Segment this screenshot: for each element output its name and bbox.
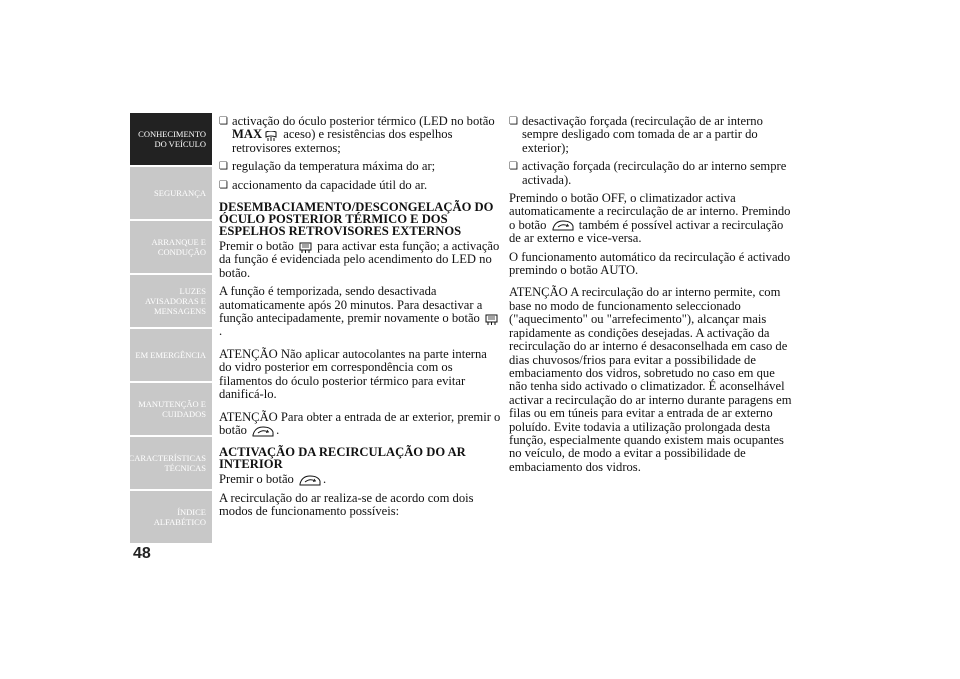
recirculation-icon <box>252 426 274 437</box>
bullet-item: ❏ activação forçada (recirculação do ar interno sempre activada). <box>509 160 793 187</box>
paragraph: ATENÇÃO Não aplicar autocolantes na parte interna do vidro posterior em correspondência com os filamentos do óculo posterior térmico para evitar danificá-lo. <box>219 346 487 402</box>
section-heading: DESEMBACIAMENTO/DESCONGELAÇÃO DO ÓCULO POSTERIOR TÉRMICO E DOS ESPELHOS RETROVISORES EXTERNOS <box>219 200 494 239</box>
paragraph: ATENÇÃO Para obter a entrada de ar exterior, premir o botão . <box>219 409 501 437</box>
chapter-tab[interactable] <box>130 167 212 219</box>
paragraph: A função é temporizada, sendo desactivada automaticamente após 20 minutos. Para desactivar a função antecipadamente, premir novamente o botão . <box>219 285 502 339</box>
rear-defrost-icon <box>299 242 312 253</box>
chapter-tab-label: CUIDADOS <box>162 409 206 419</box>
recirculation-icon <box>299 475 321 486</box>
chapter-tab[interactable] <box>130 437 212 489</box>
recirculation-icon <box>552 220 574 231</box>
paragraph: Premir o botão . <box>219 472 327 487</box>
chapter-tab-label: CONDUÇÃO <box>157 247 206 257</box>
chapter-tab-label: EM EMERGÊNCIA <box>135 350 206 360</box>
bullet-item: ❏ desactivação forçada (recirculação de ar interno sempre desligado com tomada de ar a partir do exterior); <box>509 115 793 155</box>
chapter-tab-label: ARRANQUE E <box>151 237 206 247</box>
chapter-tab[interactable] <box>130 491 212 543</box>
chapter-tab-label: CARACTERÍSTICAS <box>128 453 206 463</box>
max-defrost-icon <box>264 131 278 141</box>
chapter-tab-label: TÉCNICAS <box>164 463 206 473</box>
section-heading: ACTIVAÇÃO DA RECIRCULAÇÃO DO AR INTERIOR <box>219 445 466 472</box>
chapter-tab-label: ALFABÉTICO <box>153 517 206 527</box>
chapter-tab-label: DO VEÍCULO <box>154 139 206 149</box>
chapter-tab-label: LUZES <box>179 286 206 296</box>
rear-defrost-icon <box>485 314 498 325</box>
bullet-item: ❏ accionamento da capacidade útil do ar. <box>219 179 502 192</box>
chapter-tab-label: SEGURANÇA <box>154 188 206 198</box>
chapter-tab[interactable] <box>130 113 212 165</box>
chapter-tab[interactable] <box>130 383 212 435</box>
chapter-tab[interactable] <box>130 221 212 273</box>
paragraph: ATENÇÃO A recirculação do ar interno permite, com base no modo de funcionamento seleccionado ("aquecimento" ou "arrefecimento"), alcançar mais rapidamente as condições desejadas. A activação da recirculação do ar interno é desaconselhada em caso de dias chuvosos/frios para evitar a possibilidade de embaciamento dos vidros, sobretudo no caso em que não tenha sido activado o climatizador. É aconselhável activar a recirculação do ar interno durante paragens em filas ou em túneis para evitar a entrada de ar externo poluído. Evite todavia a utilização prolongada desta função, especialmente quando existem mais ocupantes no veículo, de modo a evitar a possibilidade de embaciamento dos vidros. <box>509 285 792 474</box>
chapter-tab[interactable] <box>130 329 212 381</box>
paragraph: A recirculação do ar realiza-se de acordo com dois modos de funcionamento possíveis: <box>219 490 474 519</box>
chapter-tab-label: CONHECIMENTO <box>138 129 206 139</box>
chapter-tab-label: ÍNDICE <box>177 507 206 517</box>
right-column <box>509 115 793 479</box>
chapter-tab-label: AVISADORAS E <box>144 296 206 306</box>
paragraph: Premindo o botão OFF, o climatizador activa automaticamente a recirculação de ar interno. Premindo o botão também é possível activar a recirculação de ar externo e vice-versa. <box>509 191 791 246</box>
left-column <box>219 115 502 524</box>
paragraph: O funcionamento automático da recirculação é activado premindo o botão AUTO. <box>509 249 791 278</box>
page-number: 48 <box>133 545 151 562</box>
chapter-tab-label: MENSAGENS <box>154 306 206 316</box>
chapter-sidebar <box>130 113 212 541</box>
chapter-tab[interactable] <box>130 275 212 327</box>
bullet-item: ❏ activação do óculo posterior térmico (LED no botão MAX aceso) e resistências dos espelhos retrovisores externos; <box>219 115 502 155</box>
paragraph: Premir o botão para activar esta função; a activação da função é evidenciada pelo acendimento do LED no botão. <box>219 239 500 280</box>
chapter-tab-label: MANUTENÇÃO E <box>138 399 206 409</box>
bullet-item: ❏ regulação da temperatura máxima do ar; <box>219 160 502 173</box>
